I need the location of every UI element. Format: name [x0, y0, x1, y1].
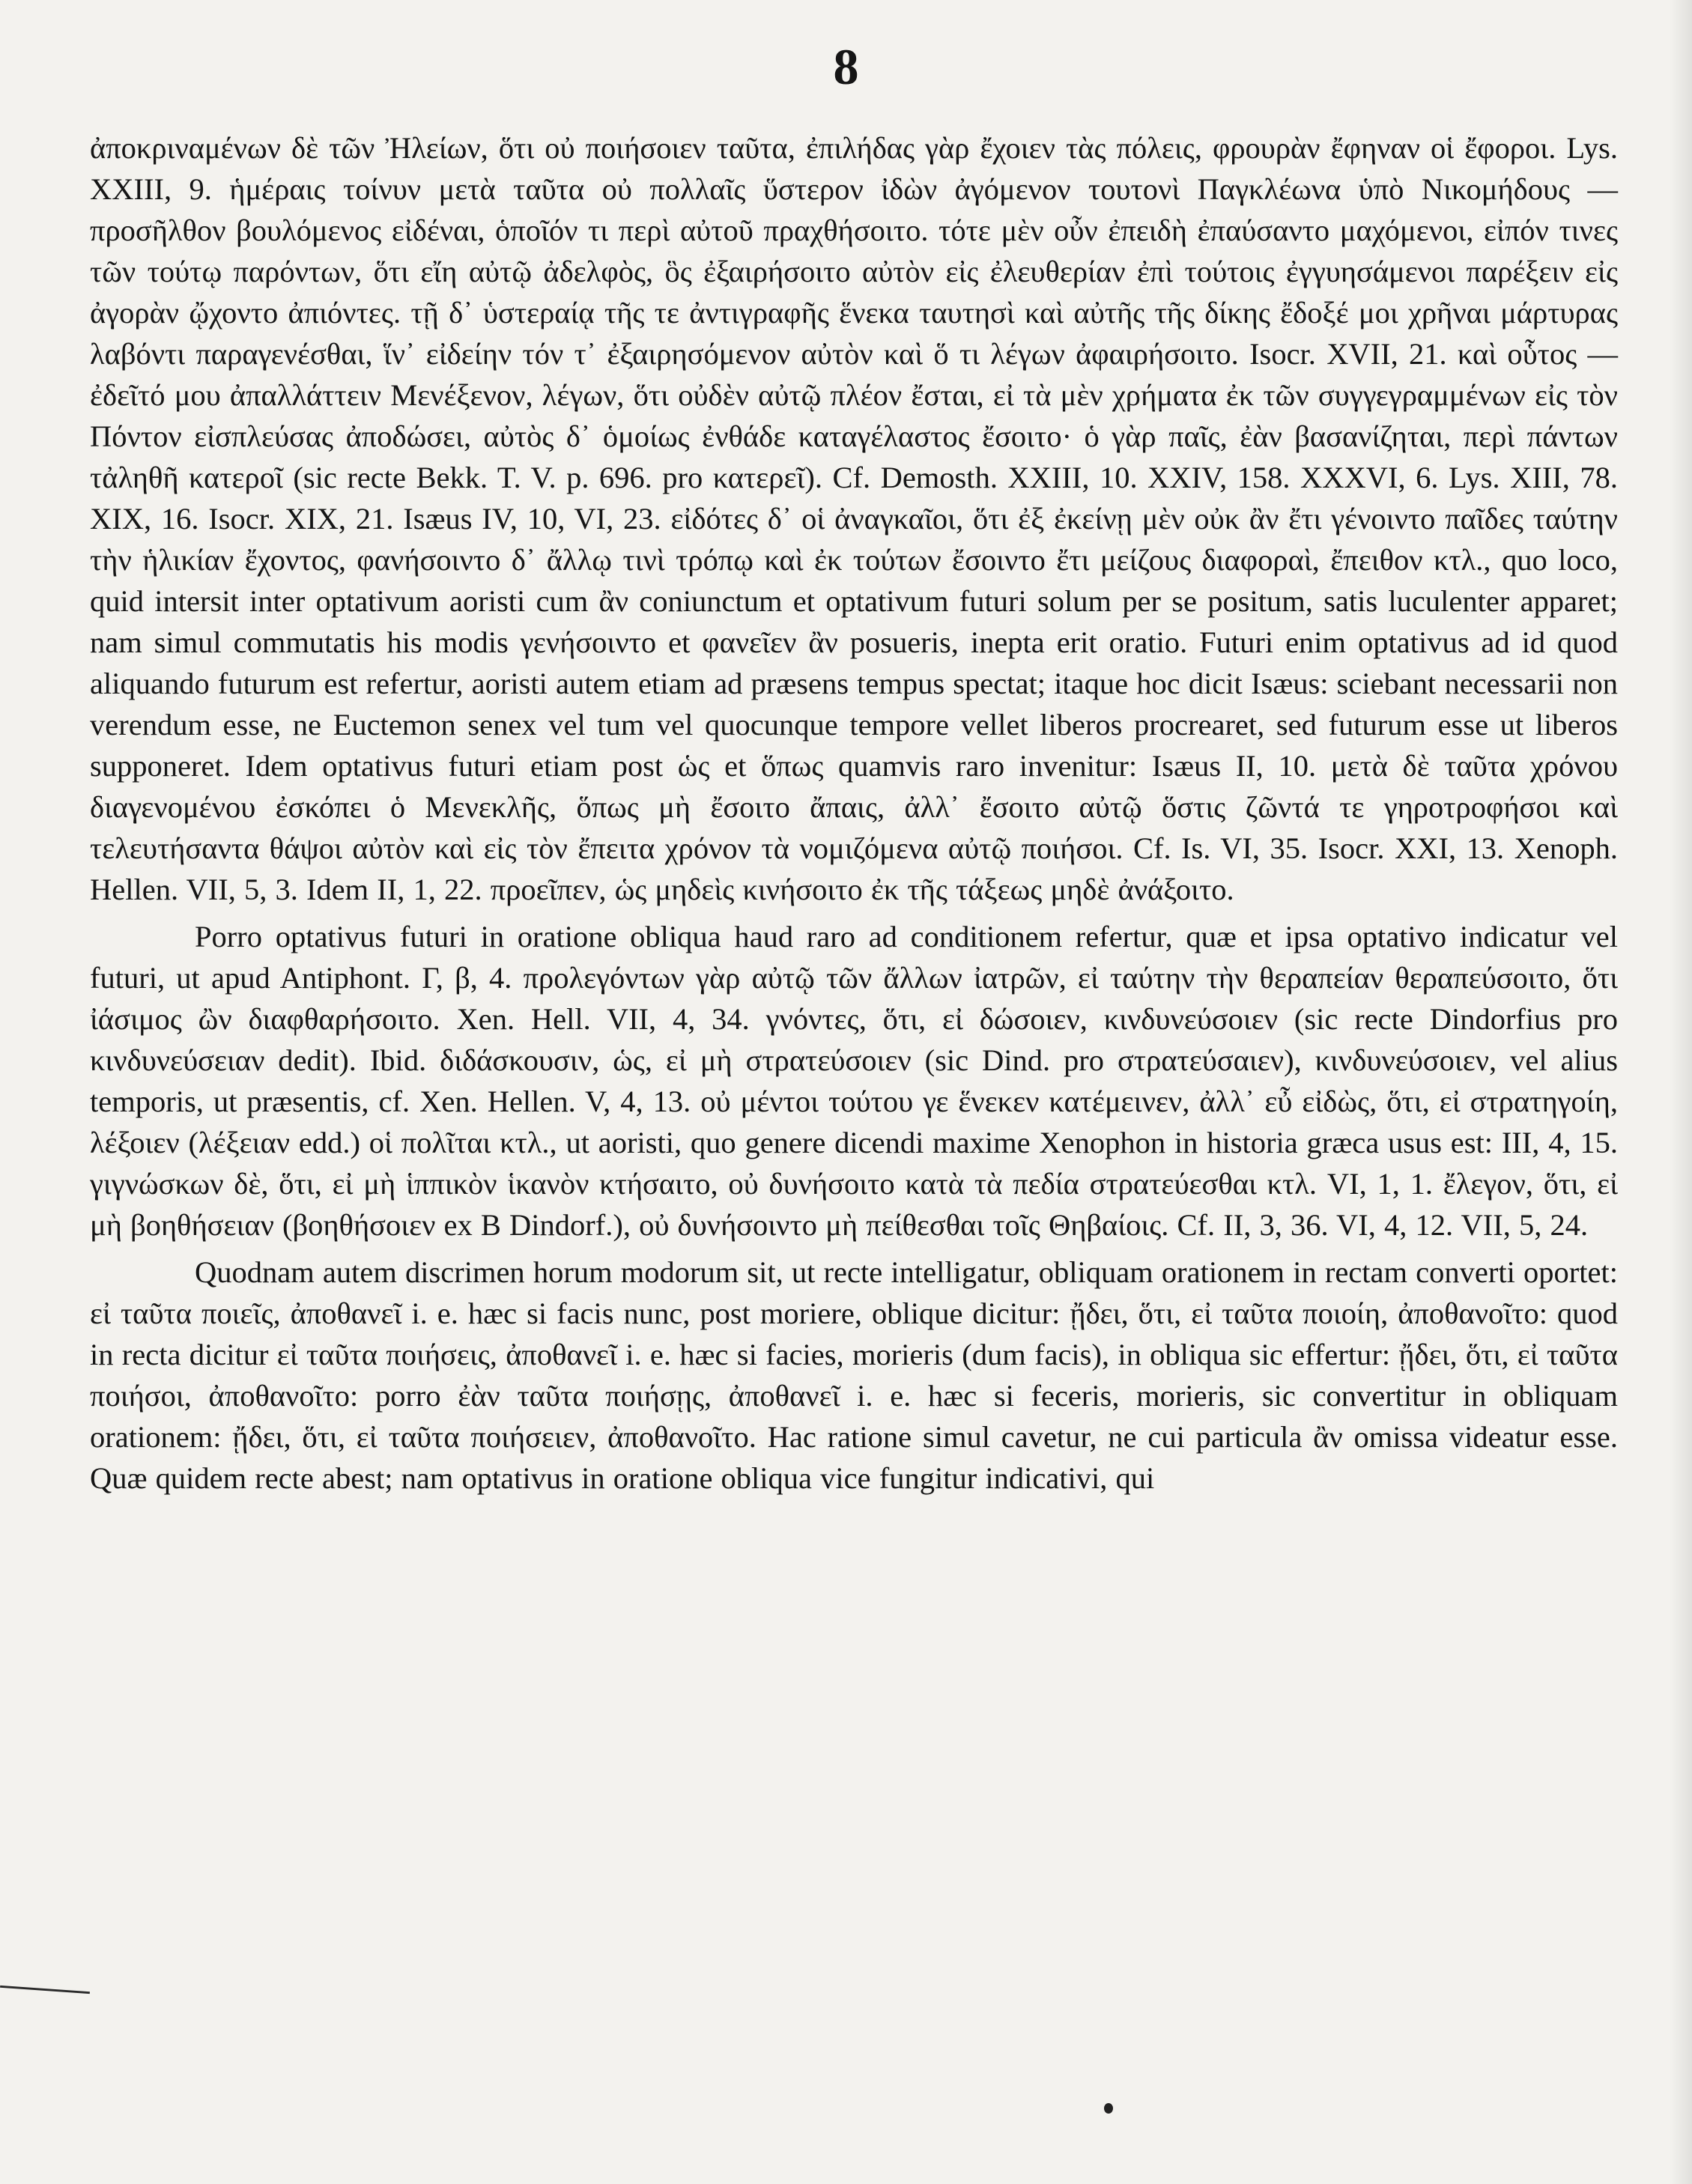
body-text [90, 127, 1618, 1499]
paragraph-2: Porro optativus futuri in oratione obliqua haud raro ad conditionem refertur, quæ et ipsa optativo indicatur vel futuri, ut apud Antiphont. Γ, β, 4. προλεγόντων γὰρ αὐτῷ τῶν ἄλλων ἰατρῶν, εἰ ταύτην τὴν θεραπείαν θεραπεύσοιτο, ὅτι ἰάσιμος ὢν διαφθαρήσοιτο. Xen. Hell. VII, 4, 34. γνόντες, ὅτι, εἰ δώσοιεν, κινδυνεύσοιεν (sic recte Dindorfius pro κινδυνεύσειαν dedit). Ibid. διδάσκουσιν, ὡς, εἰ μὴ στρατεύσοιεν (sic Dind. pro στρατεύσαιεν), κινδυνεύσοιεν, vel alius temporis, ut præsentis, cf. Xen. Hellen. V, 4, 13. οὐ μέντοι τούτου γε ἕνεκεν κατέμεινεν, ἀλλ᾿ εὖ εἰδὼς, ὅτι, εἰ στρατηγοίη, λέξοιεν (λέξειαν edd.) οἱ πολῖται κτλ., ut aoristi, quo genere dicendi maxime Xenophon in historia græca usus est: III, 4, 15. γιγνώσκων δὲ, ὅτι, εἰ μὴ ἱππικὸν ἱκανὸν κτήσαιτο, οὐ δυνήσοιτο κατὰ τὰ πεδία στρατεύεσθαι κτλ. VI, 1, 1. ἔλεγον, ὅτι, εἰ μὴ βοηθήσειαν (βοηθήσοιεν ex B Dindorf.), οὐ δυνήσοιντο μὴ πείθεσθαι τοῖς Θηβαίοις. Cf. II, 3, 36. VI, 4, 12. VII, 5, 24. [90, 920, 1618, 1242]
ink-spot [1104, 2103, 1113, 2114]
paragraph-1: ἀποκριναμένων δὲ τῶν Ἠλείων, ὅτι οὐ ποιήσοιεν ταῦτα, ἐπιλήδας γὰρ ἔχοιεν τὰς πόλεις, φρουρὰν ἔφηναν οἱ ἔφοροι. Lys. XXIII, 9. ἡμέραις τοίνυν μετὰ ταῦτα οὐ πολλαῖς ὕστερον ἰδὼν ἀγόμενον τουτονὶ Παγκλέωνα ὑπὸ Νικομήδους — προσῆλθον βουλόμενος εἰδέναι, ὁποῖόν τι περὶ αὐτοῦ πραχθήσοιτο. τότε μὲν οὖν ἐπειδὴ ἐπαύσαντο μαχόμενοι, εἰπόν τινες τῶν τούτῳ παρόντων, ὅτι εἴη αὐτῷ ἀδελφὸς, ὃς ἐξαιρήσοιτο αὐτὸν εἰς ἐλευθερίαν ἐπὶ τούτοις ἐγγυησάμενοι παρέξειν εἰς ἀγορὰν ᾤχοντο ἀπιόντες. τῇ δ᾿ ὑστεραίᾳ τῆς τε ἀντιγραφῆς ἕνεκα ταυτησὶ καὶ αὐτῆς τῆς δίκης ἔδοξέ μοι χρῆναι μάρτυρας λαβόντι παραγενέσθαι, ἵν᾿ εἰδείην τόν τ᾿ ἐξαιρησόμενον αὐτὸν καὶ ὅ τι λέγων ἀφαιρήσοιτο. Isocr. XVII, 21. καὶ οὗτος — ἐδεῖτό μου ἀπαλλάττειν Μενέξενον, λέγων, ὅτι οὐδὲν αὐτῷ πλέον ἔσται, εἰ τὰ μὲν χρήματα ἐκ τῶν συγγεγραμμένων εἰς τὸν Πόντον εἰσπλεύσας ἀποδώσει, αὐτὸς δ᾿ ὁμοίως ἐνθάδε καταγέλαστος ἔσοιτο· ὁ γὰρ παῖς, ἐὰν βασανίζηται, περὶ πάντων τἀληθῆ κατεροῖ (sic recte Bekk. T. V. p. 696. pro κατερεῖ). Cf. Demosth. XXIII, 10. XXIV, 158. XXXVI, 6. Lys. XIII, 78. XIX, 16. Isocr. XIX, 21. Isæus IV, 10, VI, 23. εἰδότες δ᾿ οἱ ἀναγκαῖοι, ὅτι ἐξ ἐκείνῃ μὲν οὐκ ἂν ἔτι γένοιντο παῖδες ταύτην τὴν ἡλικίαν ἔχοντος, φανήσοιντο δ᾿ ἄλλῳ τινὶ τρόπῳ καὶ ἐκ τούτων ἔσοιντο ἔτι μείζους διαφοραὶ, ἔπειθον κτλ., quo loco, quid intersit inter optativum aoristi cum ἂν coniunctum et optativum futuri solum per se positum, satis luculenter apparet; nam simul commutatis his modis γενήσοιντο et φανεῖεν ἂν posueris, inepta erit oratio. Futuri enim optativus ad id quod aliquando futurum est refertur, aoristi autem etiam ad præsens tempus spectat; itaque hoc dicit Isæus: sciebant necessarii non verendum esse, ne Euctemon senex vel tum vel quocunque tempore vellet liberos procrearet, sed futurum esse ut liberos supponeret. Idem optativus futuri etiam post ὡς et ὅπως quamvis raro invenitur: Isæus II, 10. μετὰ δὲ ταῦτα χρόνου διαγενομένου ἐσκόπει ὁ Μενεκλῆς, ὅπως μὴ ἔσοιτο ἄπαις, ἀλλ᾿ ἔσοιτο αὐτῷ ὅστις ζῶντά τε γηροτροφήσοι καὶ τελευτήσαντα θάψοι αὐτὸν καὶ εἰς τὸν ἔπειτα χρόνον τὰ νομιζόμενα αὐτῷ ποιήσοι. Cf. Is. VI, 35. Isocr. XXI, 13. Xenoph. Hellen. VII, 5, 3. Idem II, 1, 22. προεῖπεν, ὡς μηδεὶς κινήσοιτο ἐκ τῆς τάξεως μηδὲ ἀνάξοιτο. [90, 131, 1618, 906]
page-edge-shadow [1670, 0, 1692, 2184]
page-number: 8 [833, 38, 859, 95]
paragraph-3: Quodnam autem discrimen horum modorum sit, ut recte intelligatur, obliquam orationem in rectam converti oportet: εἰ ταῦτα ποιεῖς, ἀποθανεῖ i. e. hæc si facis nunc, post moriere, oblique dicitur: ᾔδει, ὅτι, εἰ ταῦτα ποιοίη, ἀποθανοῖτο: quod in recta dicitur εἰ ταῦτα ποιήσεις, ἀποθανεῖ i. e. hæc si facies, morieris (dum facis), in obliqua sic effertur: ᾔδει, ὅτι, εἰ ταῦτα ποιήσοι, ἀποθανοῖτο: porro ἐὰν ταῦτα ποιήσῃς, ἀποθανεῖ i. e. hæc si feceris, morieris, sic convertitur in obliquam orationem: ᾔδει, ὅτι, εἰ ταῦτα ποιήσειεν, ἀποθανοῖτο. Hac ratione simul cavetur, ne cui particula ἂν omissa videatur esse. Quæ quidem recte abest; nam optativus in oratione obliqua vice fungitur indicativi, qui [90, 1255, 1618, 1495]
margin-pencil-mark [0, 1986, 90, 1994]
